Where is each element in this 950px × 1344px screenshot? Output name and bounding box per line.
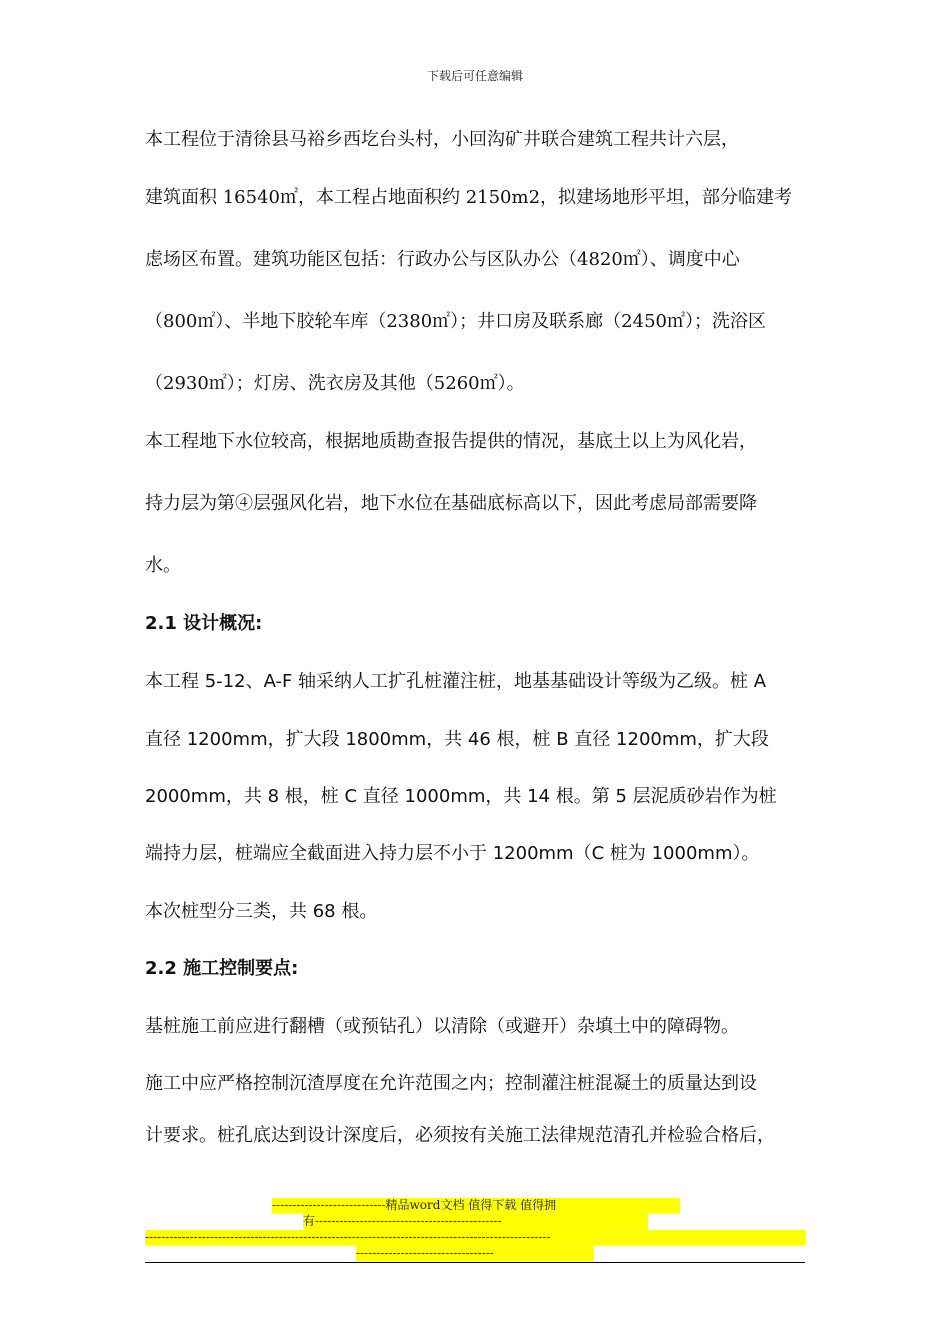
- footer-watermark-line-2: 有----------------------------------------------: [303, 1214, 648, 1229]
- body-line-8: 水。: [145, 555, 181, 576]
- footer-watermark-line-3: ----------------------------------------------------------------------------------------------------: [145, 1230, 805, 1245]
- section-heading-2-1: 2.1 设计概况:: [145, 613, 263, 634]
- footer-rule: [145, 1262, 805, 1263]
- section-heading-2-2: 2.2 施工控制要点:: [145, 958, 299, 979]
- body-line-7: 持力层为第④层强风化岩，地下水位在基础底标高以下，因此考虑局部需要降: [145, 493, 757, 514]
- body-line-2: 建筑面积 16540㎡，本工程占地面积约 2150m2，拟建场地形平坦，部分临建考: [145, 187, 793, 208]
- section2-line-1: 基桩施工前应进行翻槽（或预钻孔）以清除（或避开）杂填土中的障碍物。: [145, 1016, 739, 1037]
- body-line-6: 本工程地下水位较高，根据地质勘查报告提供的情况，基底土以上为风化岩，: [145, 431, 757, 452]
- section1-line-1: 本工程 5-12、A-F 轴采纳人工扩孔桩灌注桩，地基基础设计等级为乙级。桩 A: [145, 671, 767, 692]
- body-line-5: （2930㎡）；灯房、洗衣房及其他（5260㎡）。: [145, 373, 525, 394]
- section1-line-3: 2000mm，共 8 根，桩 C 直径 1000mm，共 14 根。第 5 层泥质砂岩作为桩: [145, 786, 777, 807]
- section2-line-3: 计要求。桩孔底达到设计深度后，必须按有关施工法律规范清孔并检验合格后，: [145, 1125, 775, 1146]
- body-line-3: 虑场区布置。建筑功能区包括：行政办公与区队办公（4820㎡）、调度中心: [145, 249, 740, 270]
- footer-watermark-line-4: ----------------------------------: [356, 1246, 594, 1261]
- section1-line-4: 端持力层，桩端应全截面进入持力层不小于 1200mm（C 桩为 1000mm）。: [145, 843, 760, 864]
- section1-line-5: 本次桩型分三类，共 68 根。: [145, 901, 378, 922]
- body-line-1: 本工程位于清徐县马裕乡西圪台头村，小回沟矿井联合建筑工程共计六层，: [145, 129, 739, 150]
- page-header: 下载后可任意编辑: [426, 69, 523, 83]
- section1-line-2: 直径 1200mm，扩大段 1800mm，共 46 根，桩 B 直径 1200mm，扩大段: [145, 729, 769, 750]
- section2-line-2: 施工中应严格控制沉渣厚度在允许范围之内；控制灌注桩混凝土的质量达到设: [145, 1073, 757, 1094]
- body-line-4: （800㎡）、半地下胶轮车库（2380㎡）；井口房及联系廊（2450㎡）；洗浴区: [145, 311, 766, 332]
- footer-watermark-line-1: ----------------------------精品word文档 值得下载 值得拥: [272, 1198, 680, 1213]
